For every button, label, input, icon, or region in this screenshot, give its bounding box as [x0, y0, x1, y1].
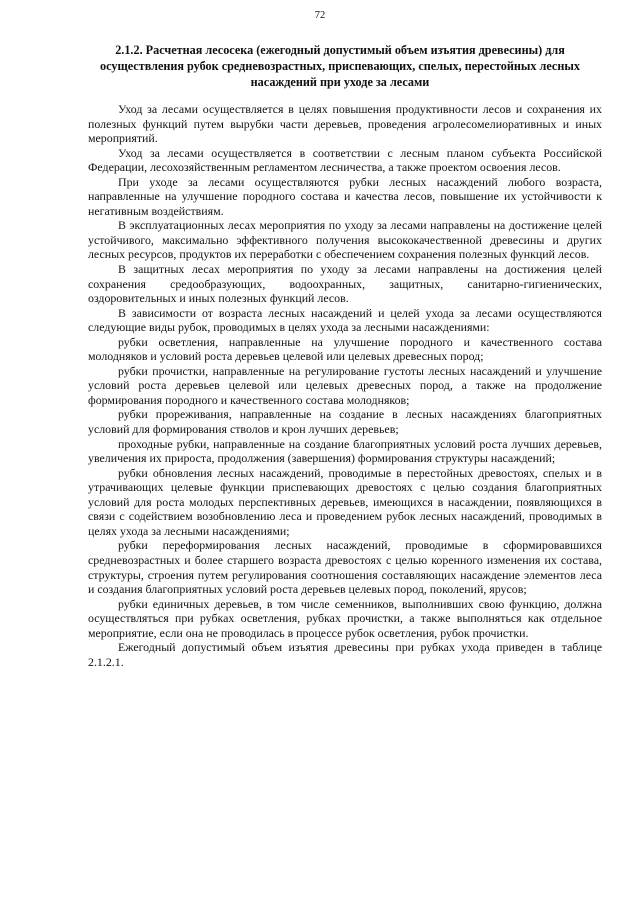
paragraph-table-reference: Ежегодный допустимый объем изъятия древесины при рубках ухода приведен в таблице 2.1.2.1.	[88, 640, 602, 669]
list-item-cutting-type: рубки прочистки, направленные на регулирование густоты лесных насаждений и улучшение условий роста деревьев целевой или целевых древесных пород, а также на продолжение формирования породного и качественного состава молодняков;	[88, 363, 602, 407]
list-item-cutting-type: рубки переформирования лесных насаждений, проводимые в сформировавшихся средневозрастных и более старшего возраста древостоях с целью коренного изменения их состава, структуры, строения путем регулирования соотношения составляющих насаждение элементов леса и создания благоприятных условий роста деревьев целевых пород, поколений, ярусов;	[88, 538, 602, 597]
paragraph: В зависимости от возраста лесных насаждений и целей ухода за лесами осуществляются следующие виды рубок, проводимых в целях ухода за лесными насаждениями:	[88, 305, 602, 335]
paragraph: В эксплуатационных лесах мероприятия по уходу за лесами направлены на достижение целей устойчивого, максимально эффективного получения высококачественной древесины и других лесных ресурсов, продуктов их переработки с обеспечением сохранения полезных функций лесов.	[88, 218, 602, 262]
page-number: 72	[314, 10, 326, 21]
section-heading: 2.1.2. Расчетная лесосека (ежегодный допустимый объем изъятия древесины) для осуществления рубок средневозрастных, приспевающих, спелых, перестойных лесных насаждений при уходе за лесами	[100, 43, 580, 89]
paragraph: Уход за лесами осуществляется в целях повышения продуктивности лесов и сохранения их полезных функций путем вырубки части деревьев, проведения агролесомелиоративных и иных мероприятий.	[88, 102, 602, 146]
list-item-cutting-type: рубки единичных деревьев, в том числе семенников, выполнивших свою функцию, должна осуществляться при рубках осветления, рубках прочистки, а также выполняться как отдельное мероприятие, если она не проводилась в процессе рубок осветления, рубок прочистки.	[88, 596, 602, 640]
body-text	[88, 102, 602, 669]
paragraph: При уходе за лесами осуществляются рубки лесных насаждений любого возраста, направленные на улучшение породного состава и качества лесов, повышение их устойчивости к негативным воздействиям.	[88, 174, 602, 218]
list-item-cutting-type: рубки осветления, направленные на улучшение породного и качественного состава молодняков и условий роста деревьев целевой или целевых древесных пород;	[88, 334, 602, 364]
list-item-cutting-type: проходные рубки, направленные на создание благоприятных условий роста лучших деревьев, увеличения их прироста, продолжения (завершения) формирования структуры насаждений;	[88, 436, 602, 466]
list-item-cutting-type: рубки прореживания, направленные на создание в лесных насаждениях благоприятных условий для формирования стволов и крон лучших деревьев;	[88, 407, 602, 437]
paragraph: В защитных лесах мероприятия по уходу за лесами направлены на достижения целей сохранения средообразующих, водоохранных, защитных, санитарно-гигиенических, оздоровительных и иных полезных функций лесов.	[88, 262, 602, 306]
paragraph: Уход за лесами осуществляется в соответствии с лесным планом субъекта Российской Федерации, лесохозяйственным регламентом лесничества, а также проектом освоения лесов.	[88, 145, 602, 175]
list-item-cutting-type: рубки обновления лесных насаждений, проводимые в перестойных древостоях, спелых и в утрачивающих целевые функции приспевающих древостоях с целью создания благоприятных условий для роста молодых перспективных деревьев, имеющихся в насаждении, появляющихся в связи с содействием возобновлению леса и проведением рубок лесных насаждений, проводимых в целях ухода за лесными насаждениями;	[88, 465, 602, 538]
